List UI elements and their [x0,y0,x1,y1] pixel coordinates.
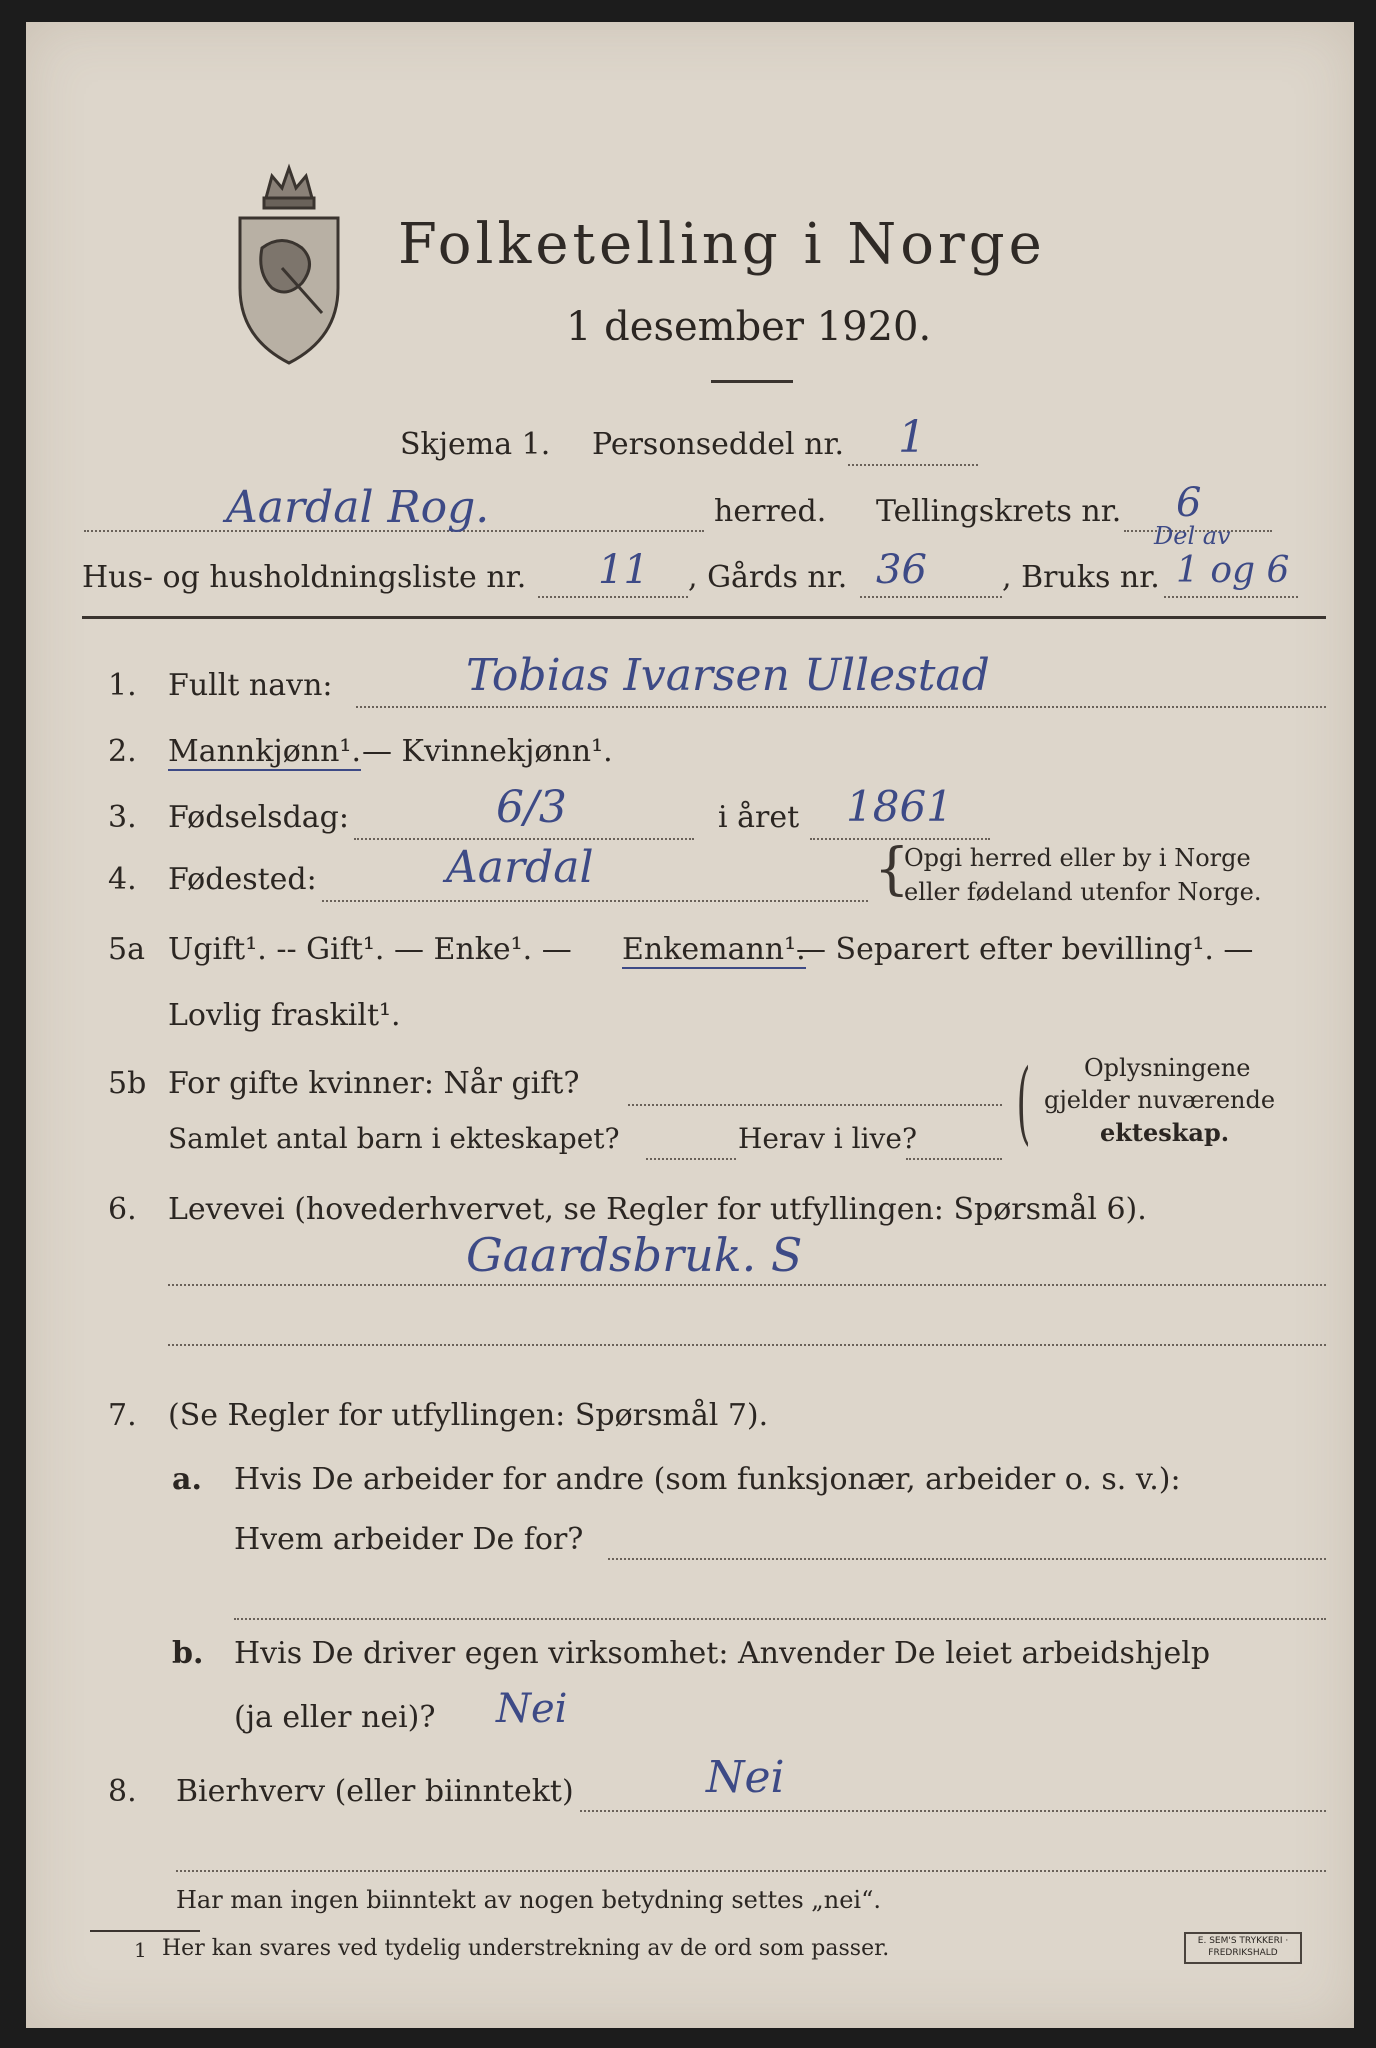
q6-number: 6. [108,1192,137,1227]
q5b-label-when-married: For gifte kvinner: Når gift? [168,1066,580,1101]
q2-female-option: — Kvinnekjønn¹. [362,734,613,769]
census-date: 1 desember 1920. [566,304,932,350]
q5b-note-line1: Oplysningene [1084,1054,1251,1082]
norwegian-coat-of-arms-icon [232,148,346,370]
q5a-options-c: Lovlig fraskilt¹. [168,998,401,1033]
herred-label: herred. [714,494,827,529]
q1-label: Fullt navn: [168,668,333,703]
q7a-line2 [234,1618,1326,1620]
q7b-label-line2: (ja eller nei)? [234,1700,436,1735]
q1-number: 1. [108,668,137,703]
bruks-label: , Bruks nr. [1002,560,1160,595]
q1-value: Tobias Ivarsen Ullestad [466,650,990,701]
q4-brace: { [874,837,910,902]
printer-stamp: E. SEM'S TRYKKERI · FREDRIKSHALD [1184,1932,1302,1964]
q2-male-option: Mannkjønn¹. [168,734,361,769]
q5a-number: 5a [108,932,145,967]
q7b-letter: b. [172,1636,204,1671]
q4-line [322,900,868,902]
q5a-options-b: — Separert efter bevilling¹. — [796,932,1254,967]
q4-label: Fødested: [168,862,317,897]
q5b-alive-line [906,1158,1002,1160]
q5b-note-line2: gjelder nuværende [1044,1086,1276,1114]
q8-label: Bierhverv (eller biinntekt) [176,1774,574,1809]
census-form-sheet [26,22,1354,2028]
personseddel-label: Personseddel nr. [592,427,845,462]
gards-value: 36 [876,547,927,593]
q8-line2 [176,1870,1326,1872]
q5b-when-line [628,1104,1002,1106]
footnote-divider [90,1930,200,1932]
q7a-label-line2: Hvem arbeider De for? [234,1522,584,1557]
q5b-label-children: Samlet antal barn i ekteskapet? [168,1122,620,1155]
q8-note: Har man ingen biinntekt av nogen betydning settes „nei“. [176,1886,881,1914]
q7b-label-line1: Hvis De driver egen virksomhet: Anvender De leiet arbeidshjelp [234,1636,1211,1671]
q1-line [356,706,1326,708]
q8-value: Nei [706,1752,785,1803]
q5b-brace: ( [1016,1050,1031,1155]
personseddel-value: 1 [898,412,926,463]
q7a-label-line1: Hvis De arbeider for andre (som funksjonær, arbeider o. s. v.): [234,1462,1181,1497]
page-title: Folketelling i Norge [398,212,1046,277]
q5b-note-line3: ekteskap. [1100,1118,1230,1147]
footnote-text: Her kan svares ved tydelig understrekning av de ord som passer. [162,1936,890,1961]
q6-line1 [168,1284,1326,1286]
q8-number: 8. [108,1774,137,1809]
q5a-options-a: Ugift¹. -- Gift¹. — Enke¹. — [168,932,572,967]
q3-number: 3. [108,800,137,835]
hus-line [538,596,688,598]
hus-label: Hus- og husholdningsliste nr. [82,560,527,595]
q5b-label-alive: Herav i live? [738,1122,917,1155]
footnote-mark: 1 [134,1938,147,1962]
gards-label: , Gårds nr. [688,560,848,595]
header-divider [82,616,1326,619]
q3-year-label: i året [718,800,800,835]
q7a-line1 [608,1558,1326,1560]
hus-value: 11 [598,547,649,593]
q5b-number: 5b [108,1066,147,1101]
q4-number: 4. [108,862,137,897]
q7b-value: Nei [496,1686,568,1732]
personseddel-line [848,464,978,466]
q5a-enkemann-option: Enkemann¹. [622,932,806,967]
q7-label: (Se Regler for utfyllingen: Spørsmål 7). [168,1398,769,1433]
q2-number: 2. [108,734,137,769]
gards-line [860,596,1002,598]
tellingskrets-value: 6 [1176,480,1202,526]
q6-value: Gaardsbruk. S [466,1228,803,1282]
q4-note-line2: eller fødeland utenfor Norge. [904,878,1262,906]
q3-label: Fødselsdag: [168,800,349,835]
q6-line2 [168,1344,1326,1346]
schema-label: Skjema 1. [400,427,551,462]
q8-line1 [580,1810,1326,1812]
q4-value: Aardal [446,842,594,893]
q3-value: 6/3 [496,782,567,833]
q5b-children-line [646,1158,736,1160]
title-divider [711,380,793,383]
herred-value: Aardal Rog. [226,482,490,533]
q3-year-value: 1861 [846,782,953,831]
q6-label: Levevei (hovederhvervet, se Regler for utfyllingen: Spørsmål 6). [168,1192,1147,1227]
bruks-note: Del av [1154,522,1231,550]
q3-line [354,838,694,840]
q4-note-line1: Opgi herred eller by i Norge [904,844,1251,872]
q7a-letter: a. [172,1462,202,1497]
bruks-line [1164,596,1298,598]
q7-number: 7. [108,1398,137,1433]
tellingskrets-label: Tellingskrets nr. [876,494,1122,529]
bruks-value: 1 og 6 [1176,550,1290,591]
